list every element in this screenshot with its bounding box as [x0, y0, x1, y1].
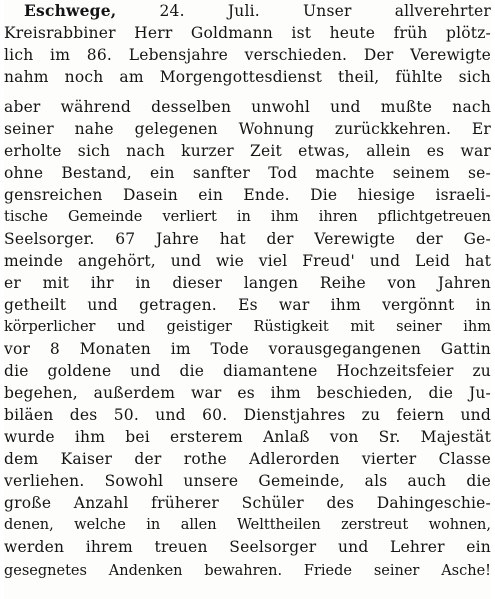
- article-line-26: gesegnetes Andenken bewahren. Friede seiner Asche!: [4, 563, 491, 579]
- newspaper-column: [4, 0, 491, 599]
- article-line-20: wurde ihm bei ersterem Anlaß von Sr. Majestät: [4, 428, 491, 446]
- article-line-15: körperlicher und geistiger Rüstigkeit mit seiner ihm: [4, 319, 491, 335]
- article-line-18: begehen, außerdem war es ihm beschieden, die Ju-: [4, 384, 491, 402]
- article-line-14: getheilt und getragen. Es war ihm vergönnt in: [4, 296, 491, 314]
- dateline-rest: 24. Juli. Unser allverehrter: [116, 2, 491, 20]
- article-line-17: die goldene und die diamantene Hochzeitsfeier zu: [4, 362, 491, 380]
- article-line-11: Seelsorger. 67 Jahre hat der Verewigte der Ge-: [4, 230, 491, 248]
- article-line-6: seiner nahe gelegenen Wohnung zurückkehren. Er: [4, 120, 491, 138]
- article-line-1: [4, 0, 491, 22]
- article-line-24: denen, welche in allen Welttheilen zerstreut wohnen,: [4, 517, 491, 533]
- article-line-4: nahm noch am Morgengottesdienst theil, fühlte sich: [4, 68, 491, 86]
- article-line-5: aber während desselben unwohl und mußte nach: [4, 98, 491, 116]
- article-line-3: lich im 86. Lebensjahre verschieden. Der Verewigte: [4, 46, 491, 64]
- article-line-16: vor 8 Monaten im Tode vorausgegangenen Gattin: [4, 340, 491, 358]
- article-line-2: Kreisrabbiner Herr Goldmann ist heute früh plötz-: [4, 24, 491, 42]
- article-line-25: werden ihrem treuen Seelsorger und Lehrer ein: [4, 538, 491, 556]
- article-line-12: meinde angehört, und wie viel Freud' und Leid hat: [4, 252, 491, 270]
- article-line-9: gensreichen Dasein ein Ende. Die hiesige israeli-: [4, 186, 491, 204]
- article-line-10: tische Gemeinde verliert in ihm ihren pflichtgetreuen: [4, 209, 491, 225]
- article-line-22: verliehen. Sowohl unsere Gemeinde, als auch die: [4, 472, 491, 490]
- article-line-13: er mit ihr in dieser langen Reihe von Jahren: [4, 274, 491, 292]
- article-line-7: erholte sich nach kurzer Zeit etwas, allein es war: [4, 142, 491, 160]
- article-line-23: große Anzahl früherer Schüler des Dahingeschie-: [4, 494, 491, 512]
- article-line-21: dem Kaiser der rothe Adlerorden vierter Classe: [4, 450, 491, 468]
- dateline-place: Eschwege,: [24, 1, 117, 20]
- article-line-19: biläen des 50. und 60. Dienstjahres zu feiern und: [4, 406, 491, 424]
- article-line-8: ohne Bestand, ein sanfter Tod machte seinem se-: [4, 164, 491, 182]
